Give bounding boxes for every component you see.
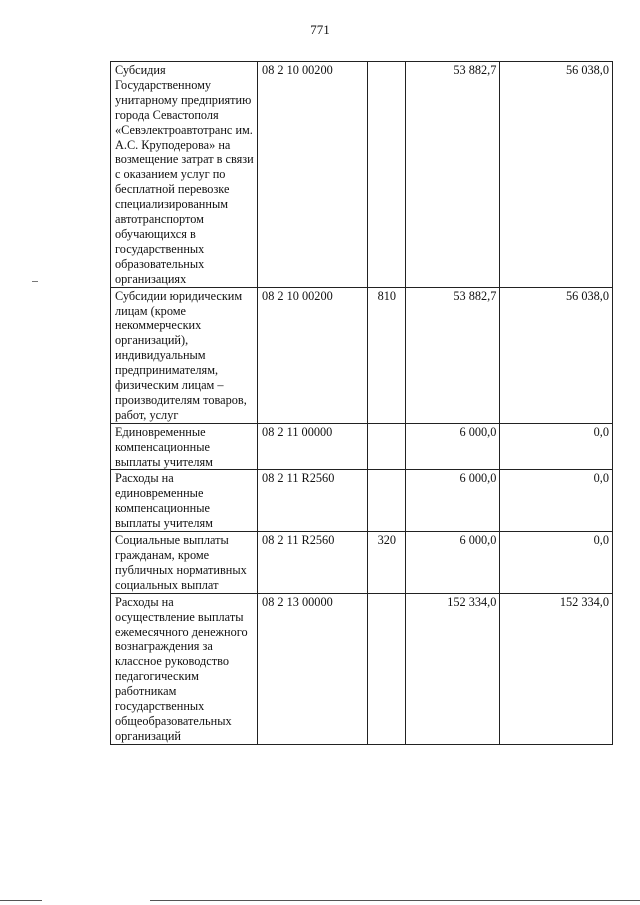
expense-name-cell: Расходы на осуществление выплаты ежемесячного денежного вознаграждения за классное руководство педагогическим работникам государственных общеобразовательных организаций (111, 593, 258, 744)
target-article-cell: 08 2 11 R2560 (258, 532, 368, 594)
table-row (111, 470, 613, 532)
page-number: 771 (310, 22, 330, 37)
amount-year1-cell: 6 000,0 (406, 423, 500, 470)
expense-type-cell (367, 593, 406, 744)
amount-year2-cell: 152 334,0 (500, 593, 613, 744)
table-row (111, 423, 613, 470)
target-article-cell: 08 2 11 R2560 (258, 470, 368, 532)
amount-year1-cell: 53 882,7 (406, 62, 500, 288)
amount-year1-cell: 6 000,0 (406, 532, 500, 594)
amount-year2-cell: 0,0 (500, 423, 613, 470)
expense-type-cell (367, 470, 406, 532)
amount-year1-cell: 6 000,0 (406, 470, 500, 532)
amount-year2-cell: 56 038,0 (500, 62, 613, 288)
target-article-cell: 08 2 10 00200 (258, 287, 368, 423)
margin-mark (32, 281, 38, 282)
expense-name-cell: Субсидия Государственному унитарному предприятию города Севастополя «Севэлектроавтотранс им. А.С. Круподерова» на возмещение затрат в связи с оказанием услуг по бесплатной перевозке специализированным автотранспортом обучающихся в государственных образовательных организациях (111, 62, 258, 288)
expense-type-cell: 320 (367, 532, 406, 594)
table-row (111, 593, 613, 744)
table-row (111, 532, 613, 594)
expense-type-cell: 810 (367, 287, 406, 423)
amount-year2-cell: 0,0 (500, 470, 613, 532)
scan-edge-line-right (150, 900, 640, 901)
expense-name-cell: Субсидии юридическим лицам (кроме некоммерческих организаций), индивидуальным предпринимателям, физическим лицам – производителям товаров, работ, услуг (111, 287, 258, 423)
budget-table-body (111, 62, 613, 745)
amount-year1-cell: 53 882,7 (406, 287, 500, 423)
expense-type-cell (367, 62, 406, 288)
amount-year1-cell: 152 334,0 (406, 593, 500, 744)
scan-edge-line-left (0, 900, 42, 901)
table-row (111, 287, 613, 423)
expense-name-cell: Расходы на единовременные компенсационные выплаты учителям (111, 470, 258, 532)
expense-type-cell (367, 423, 406, 470)
amount-year2-cell: 56 038,0 (500, 287, 613, 423)
target-article-cell: 08 2 11 00000 (258, 423, 368, 470)
amount-year2-cell: 0,0 (500, 532, 613, 594)
budget-table (110, 61, 613, 745)
expense-name-cell: Единовременные компенсационные выплаты учителям (111, 423, 258, 470)
target-article-cell: 08 2 13 00000 (258, 593, 368, 744)
target-article-cell: 08 2 10 00200 (258, 62, 368, 288)
table-row (111, 62, 613, 288)
expense-name-cell: Социальные выплаты гражданам, кроме публичных нормативных социальных выплат (111, 532, 258, 594)
